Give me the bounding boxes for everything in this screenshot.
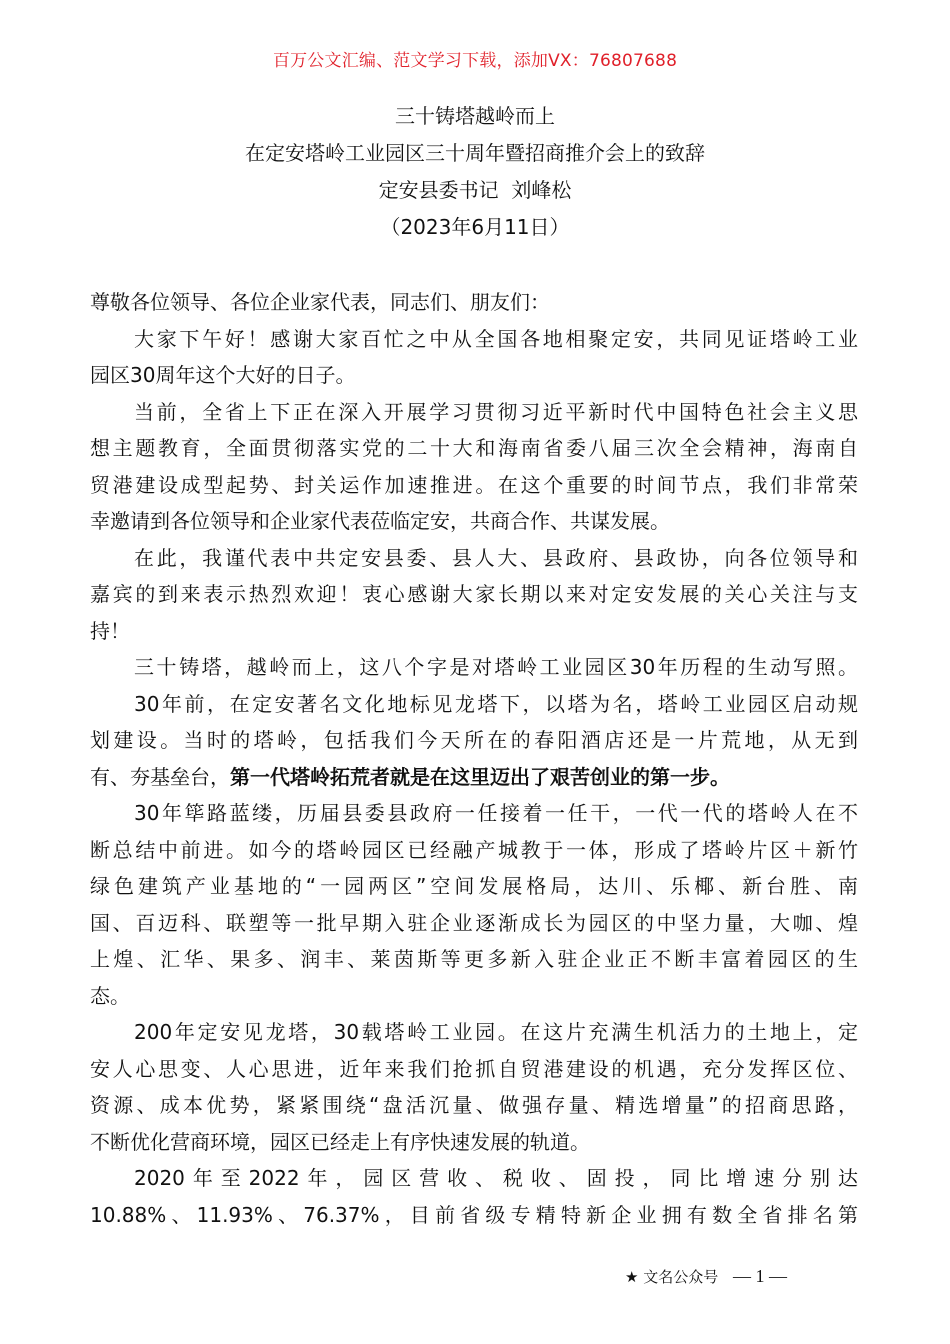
paragraph-line: 上煌、汇华、果多、润丰、莱茵斯等更多新入驻企业正不断丰富着园区的生 (90, 947, 858, 971)
document-title: 三十铸塔越岭而上 (395, 104, 555, 128)
paragraph-line: 想主题教育，全面贯彻落实党的二十大和海南省委八届三次全会精神，海南自 (90, 436, 858, 460)
paragraph-line: 园区30周年这个大好的日子。 (90, 363, 356, 387)
paragraph-line: 三十铸塔，越岭而上，这八个字是对塔岭工业园区30年历程的生动写照。 (134, 655, 858, 679)
plain-text: 有、夯基垒台， (90, 764, 230, 789)
paragraph-line: 嘉宾的到来表示热烈欢迎！衷心感谢大家长期以来对定安发展的关心关注与支 (90, 582, 858, 606)
document-subtitle: 在定安塔岭工业园区三十周年暨招商推介会上的致辞 (245, 141, 705, 165)
paragraph-line: 国、百迈科、联塑等一批早期入驻企业逐渐成长为园区的中坚力量，大咖、煌 (90, 910, 858, 935)
paragraph-line: 在此，我谨代表中共定安县委、县人大、县政府、县政协，向各位领导和 (134, 545, 858, 570)
document-date: （2023年6月11日） (380, 215, 570, 239)
paragraph-line: 划建设。当时的塔岭，包括我们今天所在的春阳酒店还是一片荒地，从无到 (90, 728, 858, 752)
footer-source: 文名公众号 (643, 1268, 719, 1286)
paragraph-line: 断总结中前进。如今的塔岭园区已经融产城教于一体，形成了塔岭片区＋新竹 (90, 837, 858, 862)
paragraph-line: 30年筚路蓝缕，历届县委县政府一任接着一任干，一代一代的塔岭人在不 (134, 801, 858, 825)
paragraph-line: 10.88%、11.93%、76.37%，目前省级专精特新企业拥有数全省排名第 (90, 1202, 858, 1227)
page-number: — 1 — (733, 1266, 788, 1286)
paragraph-line: 资源、成本优势，紧紧围绕“盘活沉量、做强存量、精选增量”的招商思路， (90, 1093, 858, 1117)
document-author: 定安县委书记 刘峰松 (378, 178, 572, 202)
watermark-banner: 百万公文汇编、范文学习下载，添加VX：76807688 (272, 51, 678, 71)
page-footer (625, 1266, 787, 1287)
paragraph-line: 态。 (90, 983, 130, 1008)
paragraph-line: 绿色建筑产业基地的“一园两区”空间发展格局，达川、乐椰、新台胜、南 (90, 874, 858, 898)
paragraph-line: 幸邀请到各位领导和企业家代表莅临定安，共商合作、共谋发展。 (90, 509, 670, 533)
paragraph-line: 持！ (90, 618, 130, 643)
paragraph-line: 贸港建设成型起势、封关运作加速推进。在这个重要的时间节点，我们非常荣 (90, 472, 858, 497)
paragraph-line (90, 759, 858, 796)
paragraph-line: 大家下午好！感谢大家百忙之中从全国各地相聚定安，共同见证塔岭工业 (134, 326, 858, 351)
salutation: 尊敬各位领导、各位企业家代表，同志们、朋友们： (90, 290, 550, 314)
title-block (0, 98, 950, 246)
paragraph-line: 不断优化营商环境，园区已经走上有序快速发展的轨道。 (90, 1129, 590, 1154)
star-icon: ★ (625, 1268, 639, 1286)
bold-emphasis: 第一代塔岭拓荒者就是在这里迈出了艰苦创业的第一步。 (230, 764, 730, 789)
paragraph-line: 200年定安见龙塔，30载塔岭工业园。在这片充满生机活力的土地上，定 (134, 1020, 858, 1044)
paragraph-line: 安人心思变、人心思进，近年来我们抢抓自贸港建设的机遇，充分发挥区位、 (90, 1056, 858, 1081)
paragraph-line: 30年前，在定安著名文化地标见龙塔下，以塔为名，塔岭工业园区启动规 (134, 691, 858, 716)
document-body (90, 284, 858, 1233)
paragraph-line: 2020年至2022年，园区营收、税收、固投，同比增速分别达 (134, 1166, 858, 1190)
paragraph-line: 当前，全省上下正在深入开展学习贯彻习近平新时代中国特色社会主义思 (134, 399, 858, 424)
